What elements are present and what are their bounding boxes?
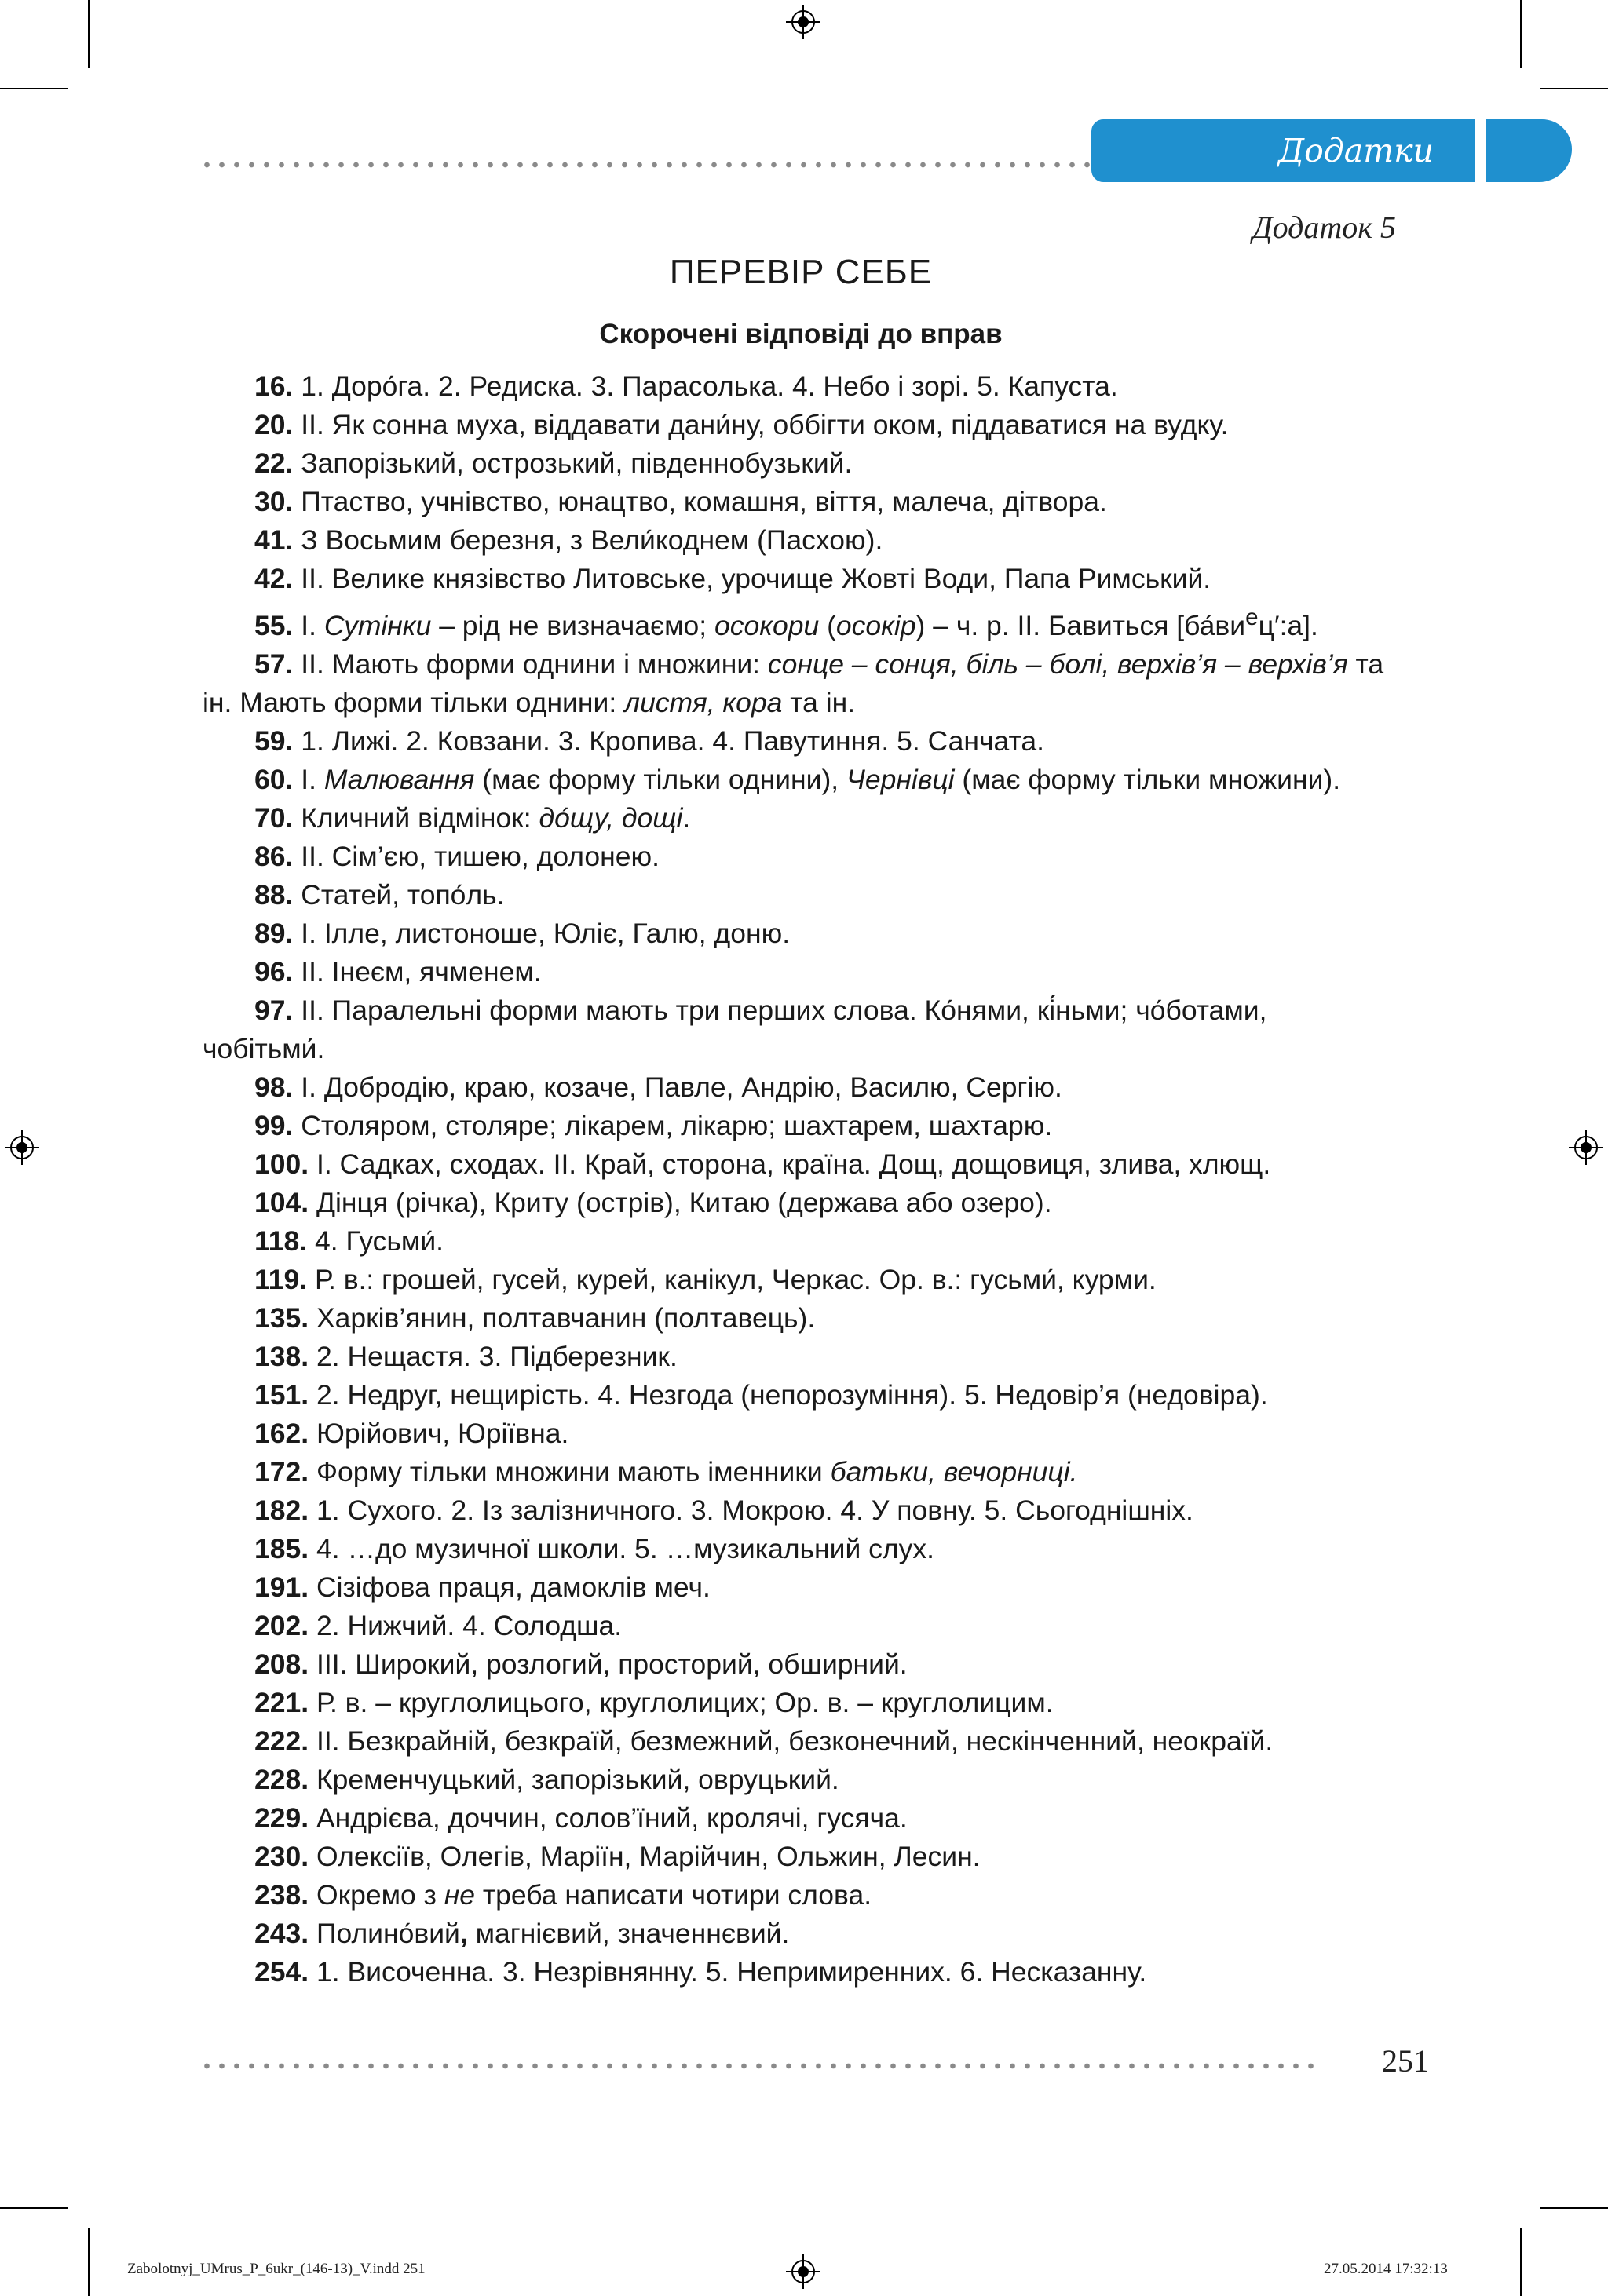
answer-text: І. Сутінки – рід не визначаємо; осокори (осокір) – ч. р. ІІ. Бавиться $[ба́ви^ец':а]$.: [301, 604, 1318, 641]
answer-item: [203, 444, 1396, 483]
answer-text: Харків’янин, полтавчанин (полтавець).: [316, 1301, 816, 1334]
answer-text: Сізіфова праця, дамоклів меч.: [316, 1571, 711, 1603]
answer-text: Юрійович, Юріївна.: [316, 1417, 569, 1449]
answer-number: 100.: [254, 1148, 309, 1180]
answer-item: [203, 1107, 1396, 1145]
page-title: ПЕРЕВІР СЕБЕ: [669, 253, 933, 291]
answer-item: [203, 1530, 1396, 1568]
answer-text: 2. Недруг, нещирість. 4. Незгода (непорозуміння). 5. Недовір’я (недовіра).: [316, 1378, 1268, 1411]
answer-item: [203, 1876, 1396, 1915]
answer-item: [203, 1645, 1396, 1684]
answer-number: 151.: [254, 1378, 309, 1411]
answer-item: [203, 1299, 1396, 1338]
answer-number: 86.: [254, 840, 294, 872]
answer-item: [203, 876, 1396, 914]
answer-text: 1. Сухого. 2. Із залізничного. 3. Мокрою. 4. У повну. 5. Сьогоднішніх.: [316, 1494, 1193, 1526]
answer-item: [203, 1761, 1396, 1799]
answer-number: 135.: [254, 1301, 309, 1334]
answer-item: [203, 953, 1396, 991]
answer-number: 20.: [254, 409, 294, 440]
crop-mark: [1520, 2228, 1522, 2296]
answer-text: Олексіїв, Олегів, Маріїн, Марійчин, Ольжин, Лесин.: [316, 1840, 981, 1872]
answer-number: 202.: [254, 1609, 309, 1641]
answer-number: 22.: [254, 447, 294, 479]
answer-text: Статей, топо́ль.: [301, 878, 505, 911]
answer-item: [203, 598, 1396, 645]
answer-number: 70.: [254, 801, 294, 834]
answer-item: [203, 838, 1396, 876]
answer-number: 185.: [254, 1532, 309, 1564]
answer-number: 16.: [254, 370, 294, 402]
answer-text: 1. Височенна. 3. Незрівнянну. 5. Непримиренних. 6. Несказанну.: [316, 1955, 1147, 1988]
answer-text: Дінця (річка), Криту (острів), Китаю (держава або озеро).: [316, 1186, 1052, 1218]
answer-text: ІІІ. Широкий, розлогий, просторий, обширний.: [316, 1648, 908, 1680]
answer-number: 238.: [254, 1878, 309, 1911]
page-subtitle: Скорочені відповіді до вправ: [599, 319, 1003, 349]
footer-timestamp: 27.05.2014 17:32:13: [1324, 2261, 1448, 2277]
answer-text: ІІ. Інеєм, ячменем.: [301, 955, 542, 987]
answer-number: 59.: [254, 725, 294, 757]
answer-item: [203, 1068, 1396, 1107]
answer-text: Столяром, столяре; лікарем, лікарю; шахтарем, шахтарю.: [301, 1109, 1053, 1141]
answer-item: [203, 1222, 1396, 1261]
answer-item: [203, 560, 1396, 598]
answer-number: 118.: [254, 1225, 308, 1257]
crop-mark: [0, 2207, 68, 2209]
answer-item: [203, 1261, 1396, 1299]
page-number: 251: [1382, 2043, 1429, 2079]
answer-number: 138.: [254, 1340, 309, 1372]
appendix-label: Додаток 5: [1252, 210, 1396, 245]
answer-item: [203, 645, 1396, 722]
answer-text: Андрієва, доччин, солов’їний, кролячі, гусяча.: [316, 1801, 908, 1834]
registration-mark-icon: [786, 2254, 820, 2289]
answer-text: Р. в. – круглолицього, круглолицих; Ор. в. – круглолицим.: [316, 1686, 1054, 1718]
answer-number: 57.: [254, 648, 294, 680]
answer-number: 98.: [254, 1071, 294, 1103]
answer-number: 243.: [254, 1917, 309, 1949]
answer-item: [203, 991, 1396, 1068]
footer-dotted-rule: [199, 2063, 1321, 2069]
answer-text: 4. …до музичної школи. 5. …музикальний слух.: [316, 1532, 934, 1564]
crop-mark: [1540, 88, 1608, 89]
answer-text: Запорізький, острозький, південнобузький.: [301, 447, 853, 479]
answer-item: [203, 1414, 1396, 1453]
answer-text: 2. Нещастя. 3. Підберезник.: [316, 1340, 678, 1372]
answer-number: 30.: [254, 486, 294, 517]
answer-text: І. Ілле, листоноше, Юліє, Галю, доню.: [301, 917, 791, 949]
answer-item: [203, 521, 1396, 560]
answer-number: 99.: [254, 1109, 294, 1141]
answer-text: Полино́вий, магнієвий, значеннєвий.: [316, 1917, 790, 1949]
answer-number: 42.: [254, 563, 294, 594]
crop-mark: [88, 2228, 90, 2296]
answer-item: [203, 367, 1396, 406]
answer-text: 1. Лижі. 2. Ковзани. 3. Кропива. 4. Павутиння. 5. Санчата.: [301, 725, 1044, 757]
answer-item: [203, 799, 1396, 838]
answer-item: [203, 722, 1396, 761]
answer-text: Р. в.: грошей, гусей, курей, канікул, Черкас. Ор. в.: гусьми́, курми.: [315, 1263, 1157, 1295]
answer-item: [203, 1338, 1396, 1376]
answer-item: [203, 1145, 1396, 1184]
answer-number: 229.: [254, 1801, 309, 1834]
answer-number: 55.: [254, 609, 294, 641]
answer-number: 191.: [254, 1571, 309, 1603]
answer-item: [203, 1838, 1396, 1876]
answer-number: 254.: [254, 1955, 309, 1988]
answer-text: 2. Нижчий. 4. Солодша.: [316, 1609, 623, 1641]
answer-text: ІІ. Мають форми однини і множини: сонце – сонця, біль – болі, верхів’я – верхів’я та ін. Мають форми тільки однини: листя, кора та ін.: [203, 648, 1384, 718]
answer-number: 119.: [254, 1263, 308, 1295]
answer-number: 228.: [254, 1763, 309, 1795]
answer-text: ІІ. Сім’єю, тишею, долонею.: [301, 840, 660, 872]
answer-text: Форму тільки множини мають іменники батьки, вечорниці.: [316, 1455, 1078, 1487]
answer-item: [203, 1953, 1396, 1991]
answer-text: ІІ. Паралельні форми мають три перших слова. Ко́нями, кі́ньми; чо́ботами, чобітьми́.: [203, 994, 1267, 1064]
answer-item: [203, 1722, 1396, 1761]
answer-text: 1. Доро́га. 2. Редиска. 3. Парасолька. 4. Небо і зорі. 5. Капуста.: [301, 370, 1118, 402]
answer-item: [203, 406, 1396, 444]
answer-number: 222.: [254, 1725, 309, 1757]
header-dotted-rule: [199, 162, 1189, 168]
answer-number: 221.: [254, 1686, 309, 1718]
answer-number: 230.: [254, 1840, 309, 1872]
answer-item: [203, 761, 1396, 799]
answer-number: 96.: [254, 955, 294, 987]
footer-file-info: Zabolotnyj_UMrus_P_6ukr_(146-13)_V.indd 251: [127, 2261, 426, 2277]
answer-text: Птаство, учнівство, юнацтво, комашня, віття, малеча, дітвора.: [301, 486, 1107, 517]
answer-text: Окремо з не треба написати чотири слова.: [316, 1878, 872, 1911]
section-tab-notch: [1475, 118, 1486, 184]
answer-number: 162.: [254, 1417, 309, 1449]
registration-mark-icon: [786, 5, 820, 39]
answer-number: 97.: [254, 994, 294, 1026]
answer-item: [203, 1184, 1396, 1222]
answer-item: [203, 1376, 1396, 1414]
answer-text: І. Добродію, краю, козаче, Павле, Андрію, Василю, Сергію.: [301, 1071, 1062, 1103]
answer-item: [203, 914, 1396, 953]
registration-mark-icon: [1569, 1130, 1603, 1165]
section-tab-label: Додатки: [1277, 132, 1434, 170]
answer-number: 208.: [254, 1648, 309, 1680]
answer-number: 182.: [254, 1494, 309, 1526]
answer-number: 60.: [254, 763, 294, 795]
answer-item: [203, 483, 1396, 521]
answer-number: 104.: [254, 1186, 309, 1218]
answer-text: Кременчуцький, запорізький, овруцький.: [316, 1763, 839, 1795]
answers-list: [203, 367, 1396, 1991]
answer-text: З Восьмим березня, з Вели́коднем (Пасхою).: [301, 524, 883, 556]
answer-item: [203, 1915, 1396, 1953]
answer-text: І. Малювання (має форму тільки однини), Чернівці (має форму тільки множини).: [301, 763, 1341, 795]
answer-text: ІІ. Як сонна муха, віддавати дани́ну, оббігти оком, піддаватися на вудку.: [301, 409, 1229, 440]
answer-number: 89.: [254, 917, 294, 949]
answer-number: 172.: [254, 1455, 309, 1487]
crop-mark: [1520, 0, 1522, 68]
answer-text: ІІ. Велике князівство Литовське, урочище Жовті Води, Папа Римський.: [301, 563, 1211, 594]
registration-mark-icon: [5, 1130, 39, 1165]
answer-text: ІІ. Безкрайній, безкраїй, безмежний, безконечний, нескінченний, неокраїй.: [316, 1725, 1274, 1757]
answer-number: 41.: [254, 524, 294, 556]
answer-item: [203, 1568, 1396, 1607]
answer-item: [203, 1684, 1396, 1722]
answer-text: 4. Гусьми́.: [315, 1225, 444, 1257]
answer-item: [203, 1799, 1396, 1838]
crop-mark: [88, 0, 90, 68]
answer-text: Кличний відмінок: до́щу, дощі.: [301, 801, 691, 834]
crop-mark: [0, 88, 68, 89]
crop-mark: [1540, 2207, 1608, 2209]
answer-item: [203, 1491, 1396, 1530]
answer-number: 88.: [254, 878, 294, 911]
answer-item: [203, 1453, 1396, 1491]
answer-item: [203, 1607, 1396, 1645]
answer-text: І. Садках, сходах. ІІ. Край, сторона, країна. Дощ, дощовиця, злива, хлющ.: [316, 1148, 1271, 1180]
